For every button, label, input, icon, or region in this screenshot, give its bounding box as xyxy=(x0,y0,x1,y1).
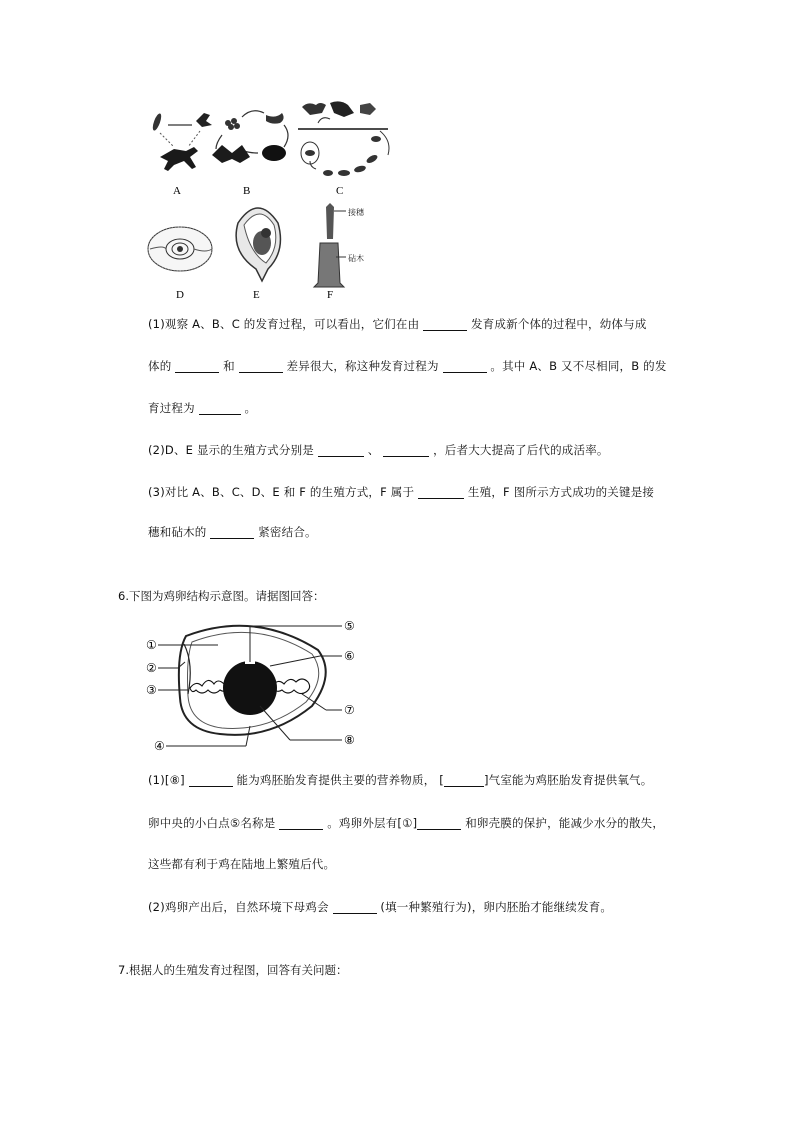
figure-e-label: E xyxy=(253,289,260,301)
q5-line5 xyxy=(148,484,654,500)
chalaza-right xyxy=(272,679,310,694)
q5-line1 xyxy=(148,316,647,332)
figure-a-label: A xyxy=(173,185,181,197)
q5-line2 xyxy=(148,358,667,374)
egg-structure-diagram xyxy=(140,614,370,759)
q5-text: 育过程为 xyxy=(148,401,195,415)
q5-text: 穗和砧木的 xyxy=(148,525,207,539)
q6-text: 和卵壳膜的保护，能减少水分的散失， xyxy=(465,816,665,830)
q5-text: 。 xyxy=(244,401,257,415)
marker-5: ⑤ xyxy=(344,619,355,633)
figure-d-egg xyxy=(148,227,212,271)
figure-e-fetus xyxy=(236,208,280,281)
q5-text: (1)观察 A、B、C 的发育过程，可以看出，它们在由 xyxy=(148,317,420,331)
q6-title: 6.下图为鸡卵结构示意图。请据图回答： xyxy=(118,589,325,603)
q6-line2 xyxy=(148,815,664,831)
q5-text: 发育成新个体的过程中，幼体与成 xyxy=(471,317,647,331)
q6-text: ]气室能为鸡胚胎发育提供氧气。 xyxy=(483,773,653,787)
q6-text: 。鸡卵外层有[①] xyxy=(327,816,418,830)
marker-4: ④ xyxy=(154,739,165,753)
answer-blank[interactable] xyxy=(189,774,233,787)
answer-blank[interactable] xyxy=(418,486,464,499)
answer-blank[interactable] xyxy=(175,360,219,373)
answer-blank[interactable] xyxy=(199,402,241,415)
marker-6: ⑥ xyxy=(344,649,355,663)
egg-yolk xyxy=(223,661,277,715)
figure-c-label: C xyxy=(336,185,344,197)
rootstock-label: 砧木 xyxy=(348,254,364,263)
figure-b-butterfly-cycle xyxy=(212,111,288,163)
marker-3: ③ xyxy=(146,683,157,697)
answer-blank[interactable] xyxy=(417,817,461,830)
answer-blank[interactable] xyxy=(333,901,377,914)
q5-text: ，后者大大提高了后代的成活率。 xyxy=(433,443,609,457)
answer-blank[interactable] xyxy=(210,526,254,539)
answer-blank[interactable] xyxy=(318,444,364,457)
marker-2: ② xyxy=(146,661,157,675)
q6-line3: 这些都有利于鸡在陆地上繁殖后代。 xyxy=(148,857,336,871)
q5-line6 xyxy=(148,524,317,540)
figure-f-grafting xyxy=(314,203,365,287)
q6-text: [ xyxy=(439,773,444,787)
development-figure xyxy=(140,95,400,305)
figure-f-label: F xyxy=(327,289,334,301)
q5-text: 、 xyxy=(367,443,380,457)
q5-text: 和 xyxy=(223,359,235,373)
q6-text: (2)鸡卵产出后，自然环境下母鸡会 xyxy=(148,900,329,914)
q6-text: 卵中央的小白点⑤名称是 xyxy=(148,816,276,830)
answer-blank[interactable] xyxy=(383,444,429,457)
answer-blank[interactable] xyxy=(279,817,323,830)
q6-text: (1)[⑧] xyxy=(148,773,185,787)
answer-blank[interactable] xyxy=(444,774,484,787)
q6-line4 xyxy=(148,899,612,915)
marker-1: ① xyxy=(146,638,157,652)
q5-line3 xyxy=(148,400,256,416)
figure-b-label: B xyxy=(243,185,251,197)
marker-7: ⑦ xyxy=(344,703,355,717)
q6-text: 能为鸡胚胎发育提供主要的营养物质， xyxy=(236,773,436,787)
q6-line1 xyxy=(148,772,652,788)
q5-text: (2)D、E 显示的生殖方式分别是 xyxy=(148,443,314,457)
marker-8: ⑧ xyxy=(344,733,355,747)
figure-a-grasshopper-cycle xyxy=(151,113,212,171)
q7-title: 7.根据人的生殖发育过程图，回答有关问题： xyxy=(118,963,348,977)
scion-label: 接穗 xyxy=(348,208,364,217)
q6-text: (填一种繁殖行为)，卵内胚胎才能继续发育。 xyxy=(380,900,613,914)
answer-blank[interactable] xyxy=(239,360,283,373)
answer-blank[interactable] xyxy=(423,318,467,331)
q5-text: 。其中 A、B 又不尽相同，B 的发 xyxy=(490,359,667,373)
q5-text: (3)对比 A、B、C、D、E 和 F 的生殖方式，F 属于 xyxy=(148,485,415,499)
figure-c-frog-cycle xyxy=(298,101,389,176)
figure-d-label: D xyxy=(176,289,184,301)
q5-line4 xyxy=(148,442,609,458)
answer-blank[interactable] xyxy=(443,360,487,373)
q5-text: 生殖，F 图所示方式成功的关键是接 xyxy=(467,485,655,499)
q5-text: 差异很大，称这种发育过程为 xyxy=(286,359,439,373)
q5-text: 体的 xyxy=(148,359,172,373)
q5-text: 紧密结合。 xyxy=(258,525,317,539)
